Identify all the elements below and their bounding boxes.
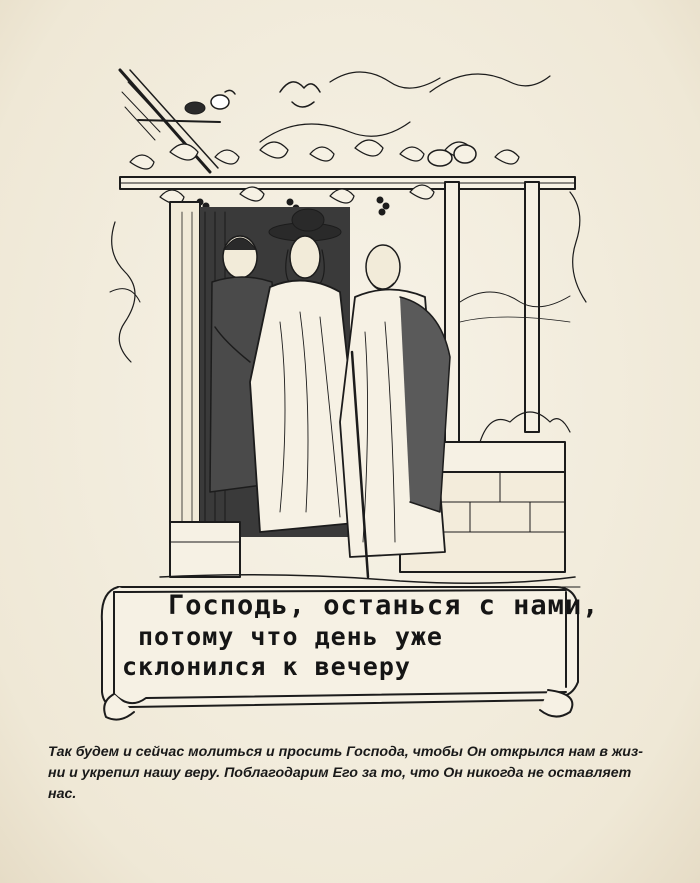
caption-line-1: Так будем и сейчас молиться и просить Господа, чтобы Он открылся нам в жиз-: [48, 744, 643, 760]
caption-line-3: нас.: [48, 786, 77, 802]
scroll-banner-text: [118, 588, 600, 688]
banner-line-1: Господь, останься с нами,: [168, 590, 600, 621]
caption-paragraph: [48, 742, 668, 805]
banner-line-3: склонился к вечеру: [122, 652, 411, 681]
banner-line-2: потому что день уже: [138, 622, 443, 651]
caption-line-2: ни и укрепил нашу веру. Поблагодарим Его за то, что Он никогда не оставляет: [48, 765, 632, 781]
